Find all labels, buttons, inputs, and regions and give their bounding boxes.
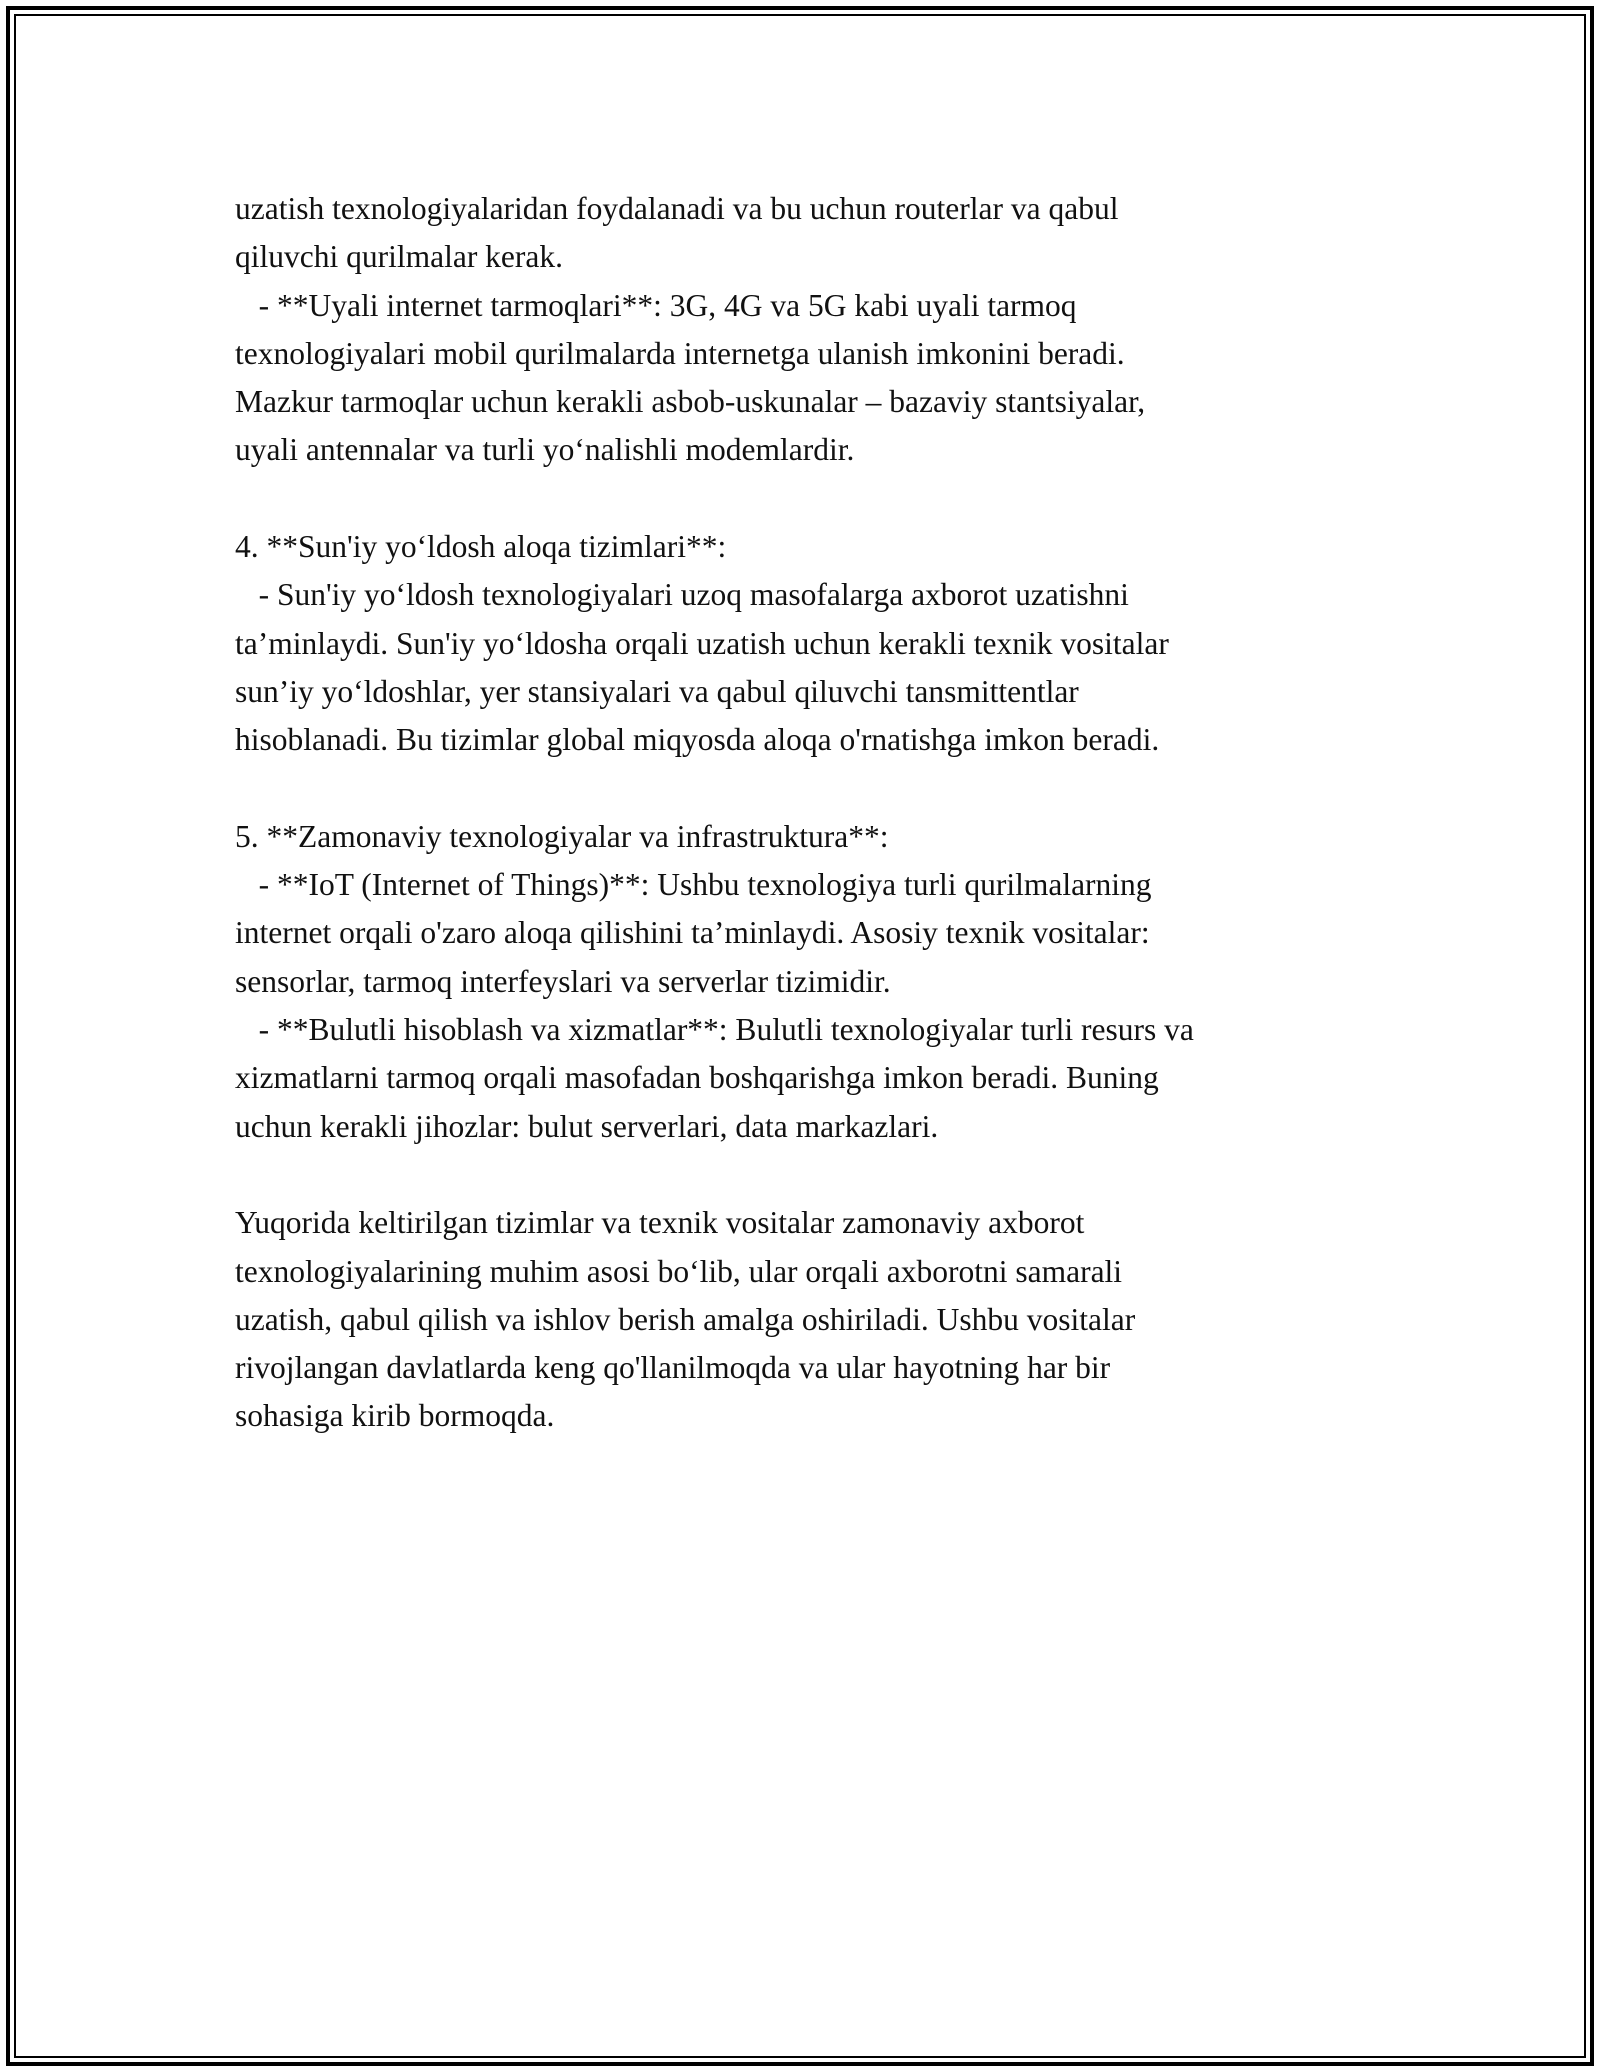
paragraph-transmission-continued — [235, 185, 1395, 475]
text-line: sun’iy yo‘ldoshlar, yer stansiyalari va qabul qiluvchi tansmittentlar — [235, 673, 1079, 709]
text-line: - **Uyali internet tarmoqlari**: 3G, 4G va 5G kabi uyali tarmoq — [235, 287, 1077, 323]
text-line: - **IoT (Internet of Things)**: Ushbu texnologiya turli qurilmalarning — [235, 867, 1152, 903]
text-line: - Sun'iy yo‘ldosh texnologiyalari uzoq masofalarga axborot uzatishni — [235, 577, 1129, 613]
text-line: uzatish texnologiyalaridan foydalanadi va bu uchun routerlar va qabul — [235, 191, 1119, 226]
paragraph-spacer — [235, 765, 1395, 813]
text-line: uyali antennalar va turli yo‘nalishli modemlardir. — [235, 432, 855, 468]
text-line: hisoblanadi. Bu tizimlar global miqyosda aloqa o'rnatishga imkon beradi. — [235, 722, 1160, 758]
document-body — [235, 185, 1395, 1441]
text-line: sensorlar, tarmoq interfeyslari va serverlar tizimidir. — [235, 963, 891, 999]
text-line: texnologiyalari mobil qurilmalarda internetga ulanish imkonini beradi. — [235, 335, 1125, 371]
paragraph-spacer — [235, 1151, 1395, 1199]
text-line: xizmatlarni tarmoq orqali masofadan boshqarishga imkon beradi. Buning — [235, 1060, 1159, 1096]
paragraph-conclusion — [235, 1199, 1395, 1440]
text-line: uchun kerakli jihozlar: bulut serverlari, data markazlari. — [235, 1108, 939, 1144]
section-heading-line: 5. **Zamonaviy texnologiyalar va infrastruktura**: — [235, 818, 889, 854]
text-line: - **Bulutli hisoblash va xizmatlar**: Bulutli texnologiyalar turli resurs va — [235, 1012, 1194, 1048]
paragraph-satellite-systems — [235, 523, 1395, 764]
text-line: uzatish, qabul qilish va ishlov berish amalga oshiriladi. Ushbu vositalar — [235, 1301, 1136, 1337]
text-line: Yuqorida keltirilgan tizimlar va texnik vositalar zamonaviy axborot — [235, 1205, 1085, 1241]
paragraph-spacer — [235, 475, 1395, 523]
text-line: sohasiga kirib bormoqda. — [235, 1398, 555, 1434]
text-line: rivojlangan davlatlarda keng qo'llanilmoqda va ular hayotning har bir — [235, 1350, 1111, 1386]
text-line: qiluvchi qurilmalar kerak. — [235, 239, 564, 275]
section-heading-line: 4. **Sun'iy yo‘ldosh aloqa tizimlari**: — [235, 529, 727, 565]
text-line: Mazkur tarmoqlar uchun kerakli asbob-uskunalar – bazaviy stantsiyalar, — [235, 384, 1146, 420]
text-line: ta’minlaydi. Sun'iy yo‘ldosha orqali uzatish uchun kerakli texnik vositalar — [235, 625, 1169, 661]
paragraph-modern-technologies — [235, 813, 1395, 1151]
text-line: internet orqali o'zaro aloqa qilishini ta’minlaydi. Asosiy texnik vositalar: — [235, 915, 1150, 951]
text-line: texnologiyalarining muhim asosi bo‘lib, ular orqali axborotni samarali — [235, 1253, 1123, 1289]
